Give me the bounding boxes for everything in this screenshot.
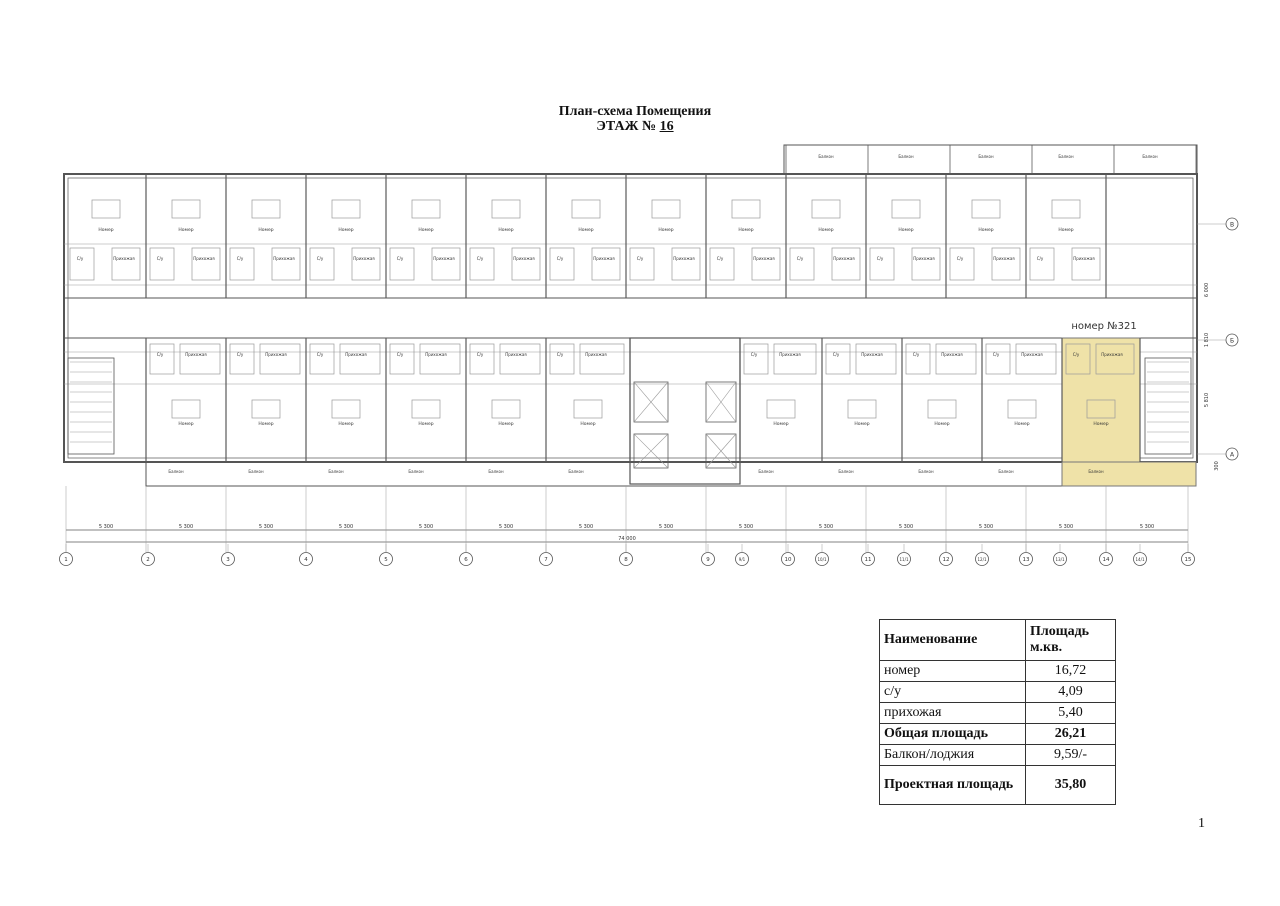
row-value: 9,59/- <box>1026 745 1116 766</box>
plan-label: Прихожая <box>1101 352 1123 357</box>
plan-label: Балкон <box>328 469 344 474</box>
hall-outline <box>672 248 700 280</box>
bed-outline <box>732 200 760 218</box>
bed-outline <box>892 200 920 218</box>
plan-label: С/у <box>156 256 164 261</box>
bed-outline <box>332 400 360 418</box>
plan-label: Прихожая <box>1021 352 1043 357</box>
wc-outline <box>1030 248 1054 280</box>
plan-label: Прихожая <box>185 352 207 357</box>
plan-label: С/у <box>236 256 244 261</box>
plan-label: Балкон <box>818 154 834 159</box>
span-dimension: 5 300 <box>258 524 274 530</box>
wc-outline <box>630 248 654 280</box>
plan-label: Номер <box>1093 422 1109 427</box>
hall-outline <box>1016 344 1056 374</box>
hall-outline <box>272 248 300 280</box>
table-row <box>880 661 1116 682</box>
bed-outline <box>812 200 840 218</box>
bed-outline <box>574 400 602 418</box>
plan-label: С/у <box>556 256 564 261</box>
wc-outline <box>150 344 174 374</box>
column-axis-label: 1 <box>64 557 68 563</box>
plan-label: С/у <box>750 352 758 357</box>
column-axis-label: 15 <box>1184 557 1192 563</box>
plan-label: Балкон <box>248 469 264 474</box>
plan-label: Прихожая <box>353 256 375 261</box>
plan-label: Балкон <box>998 469 1014 474</box>
bed-outline <box>572 200 600 218</box>
plan-label: С/у <box>476 352 484 357</box>
row-dimension: 300 <box>1214 461 1220 471</box>
table-row <box>880 724 1116 745</box>
plan-label: Прихожая <box>913 256 935 261</box>
hall-outline <box>774 344 816 374</box>
hall-outline <box>340 344 380 374</box>
wc-outline <box>906 344 930 374</box>
plan-label: Прихожая <box>1073 256 1095 261</box>
bed-outline <box>172 200 200 218</box>
plan-label: С/у <box>476 256 484 261</box>
plan-label: Номер <box>578 228 594 233</box>
span-dimension: 5 300 <box>178 524 194 530</box>
plan-label: Прихожая <box>833 256 855 261</box>
wc-outline <box>470 344 494 374</box>
plan-label: Номер <box>1014 422 1030 427</box>
bed-outline <box>412 200 440 218</box>
plan-label: Номер <box>338 422 354 427</box>
column-axis-label: 3 <box>226 557 230 563</box>
hall-outline <box>500 344 540 374</box>
plan-label: Балкон <box>838 469 854 474</box>
plan-label: Номер <box>338 228 354 233</box>
plan-label: С/у <box>956 256 964 261</box>
plan-label: Прихожая <box>585 352 607 357</box>
row-axis-label: Б <box>1229 337 1235 345</box>
plan-label: С/у <box>396 352 404 357</box>
plan-label: Номер <box>738 228 754 233</box>
row-name: Проектная площадь <box>880 766 1026 805</box>
plan-label: Балкон <box>918 469 934 474</box>
bed-outline <box>928 400 956 418</box>
hall-outline <box>912 248 940 280</box>
bed-outline <box>172 400 200 418</box>
hall-outline <box>432 248 460 280</box>
highlighted-balcony <box>1062 462 1196 486</box>
wc-outline <box>470 248 494 280</box>
wc-outline <box>70 248 94 280</box>
hall-outline <box>936 344 976 374</box>
column-axis-label: 13 <box>1022 557 1030 563</box>
plan-label: С/у <box>796 256 804 261</box>
wc-outline <box>744 344 768 374</box>
wc-outline <box>230 248 254 280</box>
column-axis-label: 7 <box>544 557 548 563</box>
total-dimension: 74 000 <box>618 536 636 542</box>
plan-label: Номер <box>258 422 274 427</box>
row-dimension: 5 810 <box>1204 392 1210 408</box>
hall-outline <box>112 248 140 280</box>
hall-outline <box>352 248 380 280</box>
header-area: Площадь м.кв. <box>1026 620 1116 661</box>
wc-outline <box>390 248 414 280</box>
plan-label: Номер <box>854 422 870 427</box>
plan-label: Балкон <box>1058 154 1074 159</box>
plan-label: Балкон <box>898 154 914 159</box>
table-header-row <box>880 620 1116 661</box>
hall-outline <box>1072 248 1100 280</box>
row-name: прихожая <box>880 703 1026 724</box>
plan-label: С/у <box>992 352 1000 357</box>
plan-label: Прихожая <box>779 352 801 357</box>
plan-label: Прихожая <box>861 352 883 357</box>
plan-label: С/у <box>316 256 324 261</box>
plan-label: С/у <box>236 352 244 357</box>
bed-outline <box>767 400 795 418</box>
plan-label: С/у <box>912 352 920 357</box>
bed-outline <box>652 200 680 218</box>
hall-outline <box>420 344 460 374</box>
hall-outline <box>592 248 620 280</box>
bed-outline <box>1052 200 1080 218</box>
plan-label: Прихожая <box>113 256 135 261</box>
column-axis-label: 8 <box>624 557 628 563</box>
plan-label: Номер <box>658 228 674 233</box>
plan-label: Номер <box>498 228 514 233</box>
span-dimension: 5 300 <box>898 524 914 530</box>
plan-label: Балкон <box>758 469 774 474</box>
column-axis-label: 10 <box>784 557 792 563</box>
column-axis-label: 9 <box>706 557 710 563</box>
plan-label: Номер <box>98 228 114 233</box>
plan-label: Номер <box>818 228 834 233</box>
wc-outline <box>790 248 814 280</box>
plan-label: Прихожая <box>433 256 455 261</box>
column-axis-label: 10/1 <box>817 557 827 562</box>
plan-label: Прихожая <box>265 352 287 357</box>
column-axis-label: 12/1 <box>977 557 987 562</box>
row-value: 26,21 <box>1026 724 1116 745</box>
title-floor-number: 16 <box>659 119 674 134</box>
wc-outline <box>230 344 254 374</box>
wc-outline <box>390 344 414 374</box>
plan-label: Балкон <box>568 469 584 474</box>
wc-outline <box>310 344 334 374</box>
plan-label: С/у <box>156 352 164 357</box>
row-axis-label: В <box>1229 221 1235 229</box>
plan-label: Номер <box>418 228 434 233</box>
hall-outline <box>192 248 220 280</box>
wc-outline <box>986 344 1010 374</box>
highlight-label: номер №321 <box>1071 321 1137 332</box>
header-name: Наименование <box>880 620 1026 661</box>
wc-outline <box>950 248 974 280</box>
hall-outline <box>180 344 220 374</box>
plan-label: Прихожая <box>673 256 695 261</box>
column-axis-label: 14 <box>1102 557 1110 563</box>
bed-outline <box>252 200 280 218</box>
span-dimension: 5 300 <box>418 524 434 530</box>
column-axis-label: 6 <box>464 557 468 563</box>
bed-outline <box>492 200 520 218</box>
hall-outline <box>580 344 624 374</box>
plan-label: С/у <box>1036 256 1044 261</box>
column-axis-label: 14/1 <box>1135 557 1145 562</box>
wc-outline <box>150 248 174 280</box>
row-name: с/у <box>880 682 1026 703</box>
plan-label: С/у <box>716 256 724 261</box>
table-row <box>880 766 1116 805</box>
bed-outline <box>972 200 1000 218</box>
row-dimension: 6 000 <box>1204 282 1210 298</box>
plan-label: Прихожая <box>941 352 963 357</box>
column-axis-label: 11 <box>864 557 872 563</box>
plan-label: Прихожая <box>345 352 367 357</box>
plan-label: С/у <box>832 352 840 357</box>
row-value: 16,72 <box>1026 661 1116 682</box>
plan-label: Номер <box>773 422 789 427</box>
plan-label: Прихожая <box>505 352 527 357</box>
plan-label: Прихожая <box>753 256 775 261</box>
bed-outline <box>332 200 360 218</box>
hall-outline <box>856 344 896 374</box>
plan-label: Номер <box>898 228 914 233</box>
row-name: Балкон/лоджия <box>880 745 1026 766</box>
column-axis-label: 2 <box>146 557 150 563</box>
plan-labels <box>64 154 1235 563</box>
wc-outline <box>826 344 850 374</box>
plan-label: Номер <box>418 422 434 427</box>
span-dimension: 5 300 <box>578 524 594 530</box>
title-line-1: План-схема Помещения <box>558 104 712 119</box>
bed-outline <box>252 400 280 418</box>
hall-outline <box>752 248 780 280</box>
wc-outline <box>550 248 574 280</box>
table-row <box>880 745 1116 766</box>
bed-outline <box>412 400 440 418</box>
plan-label: Прихожая <box>193 256 215 261</box>
plan-label: Прихожая <box>513 256 535 261</box>
plan-label: Балкон <box>1142 154 1158 159</box>
wc-outline <box>550 344 574 374</box>
table-row <box>880 703 1116 724</box>
plan-label: Балкон <box>1088 469 1104 474</box>
row-dimension: 1 810 <box>1204 332 1210 348</box>
wc-outline <box>710 248 734 280</box>
bed-outline <box>92 200 120 218</box>
plan-label: Прихожая <box>993 256 1015 261</box>
plan-label: Балкон <box>978 154 994 159</box>
plan-label: Номер <box>258 228 274 233</box>
span-dimension: 5 300 <box>738 524 754 530</box>
span-dimension: 5 300 <box>98 524 114 530</box>
row-name: Общая площадь <box>880 724 1026 745</box>
span-dimension: 5 300 <box>1058 524 1074 530</box>
span-dimension: 5 300 <box>498 524 514 530</box>
area-table <box>879 619 1116 805</box>
title-floor-prefix: ЭТАЖ № <box>596 119 660 134</box>
wc-outline <box>310 248 334 280</box>
hall-outline <box>832 248 860 280</box>
plan-label: Прихожая <box>425 352 447 357</box>
bed-outline <box>848 400 876 418</box>
hall-outline <box>992 248 1020 280</box>
column-axis-label: 11/1 <box>899 557 909 562</box>
span-dimension: 5 300 <box>338 524 354 530</box>
plan-label: С/у <box>876 256 884 261</box>
plan-label: Балкон <box>168 469 184 474</box>
plan-label: Номер <box>498 422 514 427</box>
plan-label: Номер <box>934 422 950 427</box>
span-dimension: 5 300 <box>1139 524 1155 530</box>
column-axis-label: 4 <box>304 557 308 563</box>
plan-label: С/у <box>1072 352 1080 357</box>
hall-outline <box>512 248 540 280</box>
table-row <box>880 682 1116 703</box>
wc-outline <box>870 248 894 280</box>
row-value: 4,09 <box>1026 682 1116 703</box>
span-dimension: 5 300 <box>658 524 674 530</box>
plan-label: С/у <box>316 352 324 357</box>
span-dimension: 5 300 <box>818 524 834 530</box>
page-number: 1 <box>1198 816 1205 831</box>
plan-label: С/у <box>636 256 644 261</box>
row-name: номер <box>880 661 1026 682</box>
plan-label: Балкон <box>408 469 424 474</box>
column-axis-label: 12 <box>942 557 950 563</box>
column-axis-label: 9/1 <box>738 557 746 562</box>
row-value: 5,40 <box>1026 703 1116 724</box>
plan-label: С/у <box>76 256 84 261</box>
plan-label: Номер <box>178 422 194 427</box>
row-axis-label: А <box>1229 451 1235 459</box>
plan-label: С/у <box>396 256 404 261</box>
plan-label: Прихожая <box>593 256 615 261</box>
plan-label: Номер <box>580 422 596 427</box>
row-value: 35,80 <box>1026 766 1116 805</box>
span-dimension: 5 300 <box>978 524 994 530</box>
plan-label: Номер <box>978 228 994 233</box>
bed-outline <box>1008 400 1036 418</box>
bed-outline <box>492 400 520 418</box>
column-axis-label: 5 <box>384 557 388 563</box>
plan-label: Номер <box>178 228 194 233</box>
plan-label: Балкон <box>488 469 504 474</box>
column-axis-label: 13/1 <box>1055 557 1065 562</box>
plan-label: Прихожая <box>273 256 295 261</box>
hall-outline <box>260 344 300 374</box>
plan-label: С/у <box>556 352 564 357</box>
plan-label: Номер <box>1058 228 1074 233</box>
